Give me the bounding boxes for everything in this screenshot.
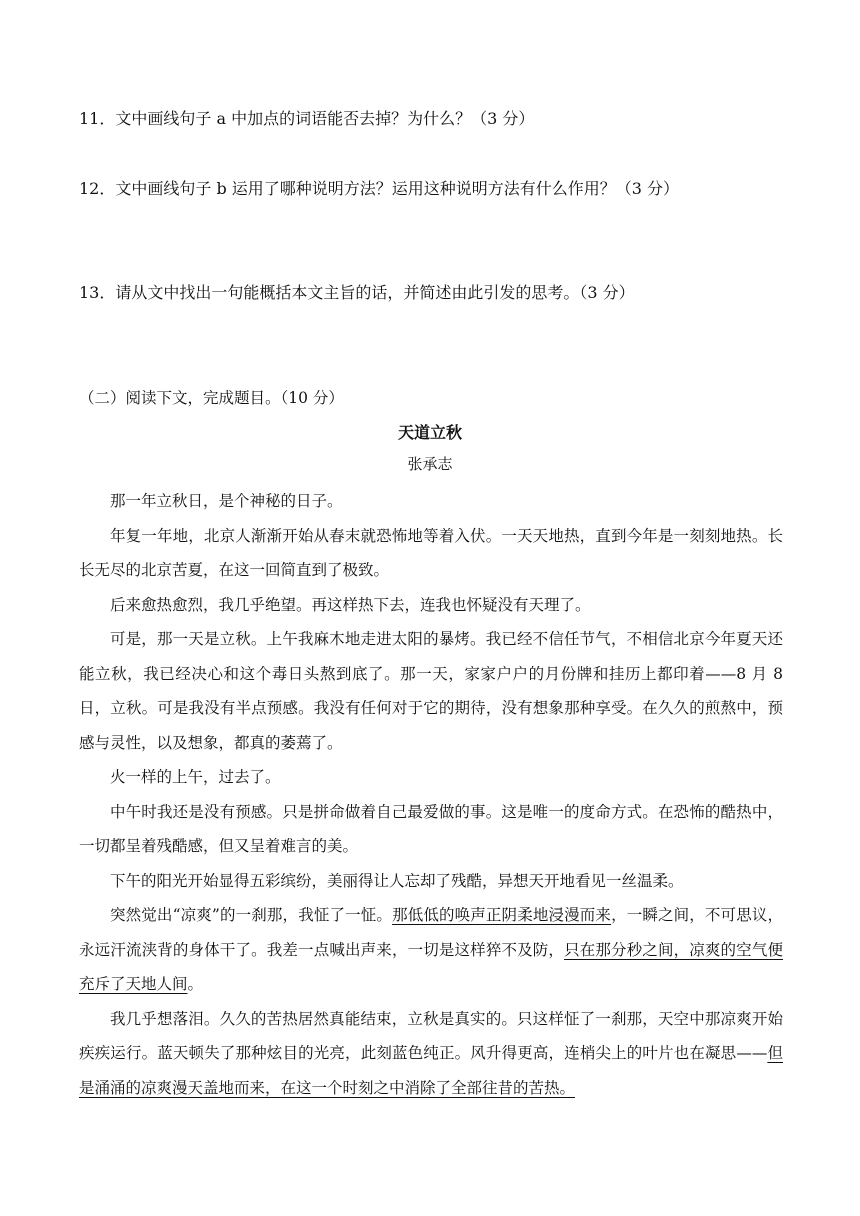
question-12: 12．文中画线句子 b 运用了哪种说明方法？运用这种说明方法有什么作用？（3 分） — [79, 179, 680, 198]
paragraph-9-text: 我几乎想落泪。久久的苦热居然真能结束，立秋是真实的。只这样怔了一刹那，天空中那凉爽开始疾疾运行。蓝天顿失了那种炫目的光亮，此刻蓝色纯正。风升得更高，连梢尖上的叶片也在凝思—— — [79, 1009, 783, 1062]
article-title: 天道立秋 — [397, 423, 462, 442]
paragraph-8-text-mid: ，一瞬之间，不可思议，永远汗流浃背的身体干了。我差一点喊出声来，一切是这样猝不及防， — [79, 906, 783, 959]
paragraph-1: 那一年立秋日，是个神秘的日子。 — [110, 492, 343, 510]
paragraph-4: 可是，那一天是立秋。上午我麻木地走进太阳的暴烤。我已经不信任节气，不相信北京今年夏天还能立秋，我已经决心和这个毒日头熬到底了。那一天，家家户户的月份牌和挂历上都印着——8 月 8 日，立秋。可是我没有半点预感。我没有任何对于它的期待，没有想象那种享受。在久久的煎熬中，预感与灵性，以及想象，都真的萎蔫了。 — [79, 630, 783, 752]
underlined-sentence-b: 只在那分秒之间，凉爽的空气便充斥了天地人间 — [79, 940, 783, 993]
paragraph-7: 下午的阳光开始显得五彩缤纷，美丽得让人忘却了残酷，异想天开地看见一丝温柔。 — [110, 871, 684, 890]
article-author: 张承志 — [407, 455, 453, 473]
section-heading: （二）阅读下文，完成题目。（10 分） — [79, 389, 344, 407]
paragraph-8-end: 。 — [187, 975, 204, 993]
question-11: 11．文中画线句子 a 中加点的词语能否去掉？为什么？（3 分） — [79, 109, 535, 128]
paragraph-8-text: 突然觉出“凉爽”的一刹那，我怔了一怔。 — [110, 906, 393, 924]
paragraph-6: 中午时我还是没有预感。只是拼命做着自己最爱做的事。这是唯一的度命方式。在恐怖的酷热中，一切都呈着残酷感，但又呈着难言的美。 — [79, 802, 783, 855]
paragraph-3: 后来愈热愈烈，我几乎绝望。再这样热下去，连我也怀疑没有天理了。 — [110, 595, 591, 614]
paragraph-8 — [79, 898, 783, 1002]
underlined-sentence-a: 那低低的唤声正阴柔地浸漫而来 — [392, 906, 612, 924]
article-body — [79, 484, 783, 1105]
underlined-sentence-c: 但是涌涌的凉爽漫天盖地而来，在这一个时刻之中消除了全部往昔的苦热。 — [79, 1044, 783, 1097]
paragraph-5: 火一样的上午，过去了。 — [110, 768, 281, 786]
paragraph-9 — [79, 1002, 783, 1106]
question-13: 13．请从文中找出一句能概括本文主旨的话，并简述由此引发的思考。（3 分） — [79, 283, 635, 302]
paragraph-2: 年复一年地，北京人渐渐开始从春末就恐怖地等着入伏。一天天地热，直到今年是一刻刻地热。长长无尽的北京苦夏，在这一回简直到了极致。 — [79, 526, 783, 579]
